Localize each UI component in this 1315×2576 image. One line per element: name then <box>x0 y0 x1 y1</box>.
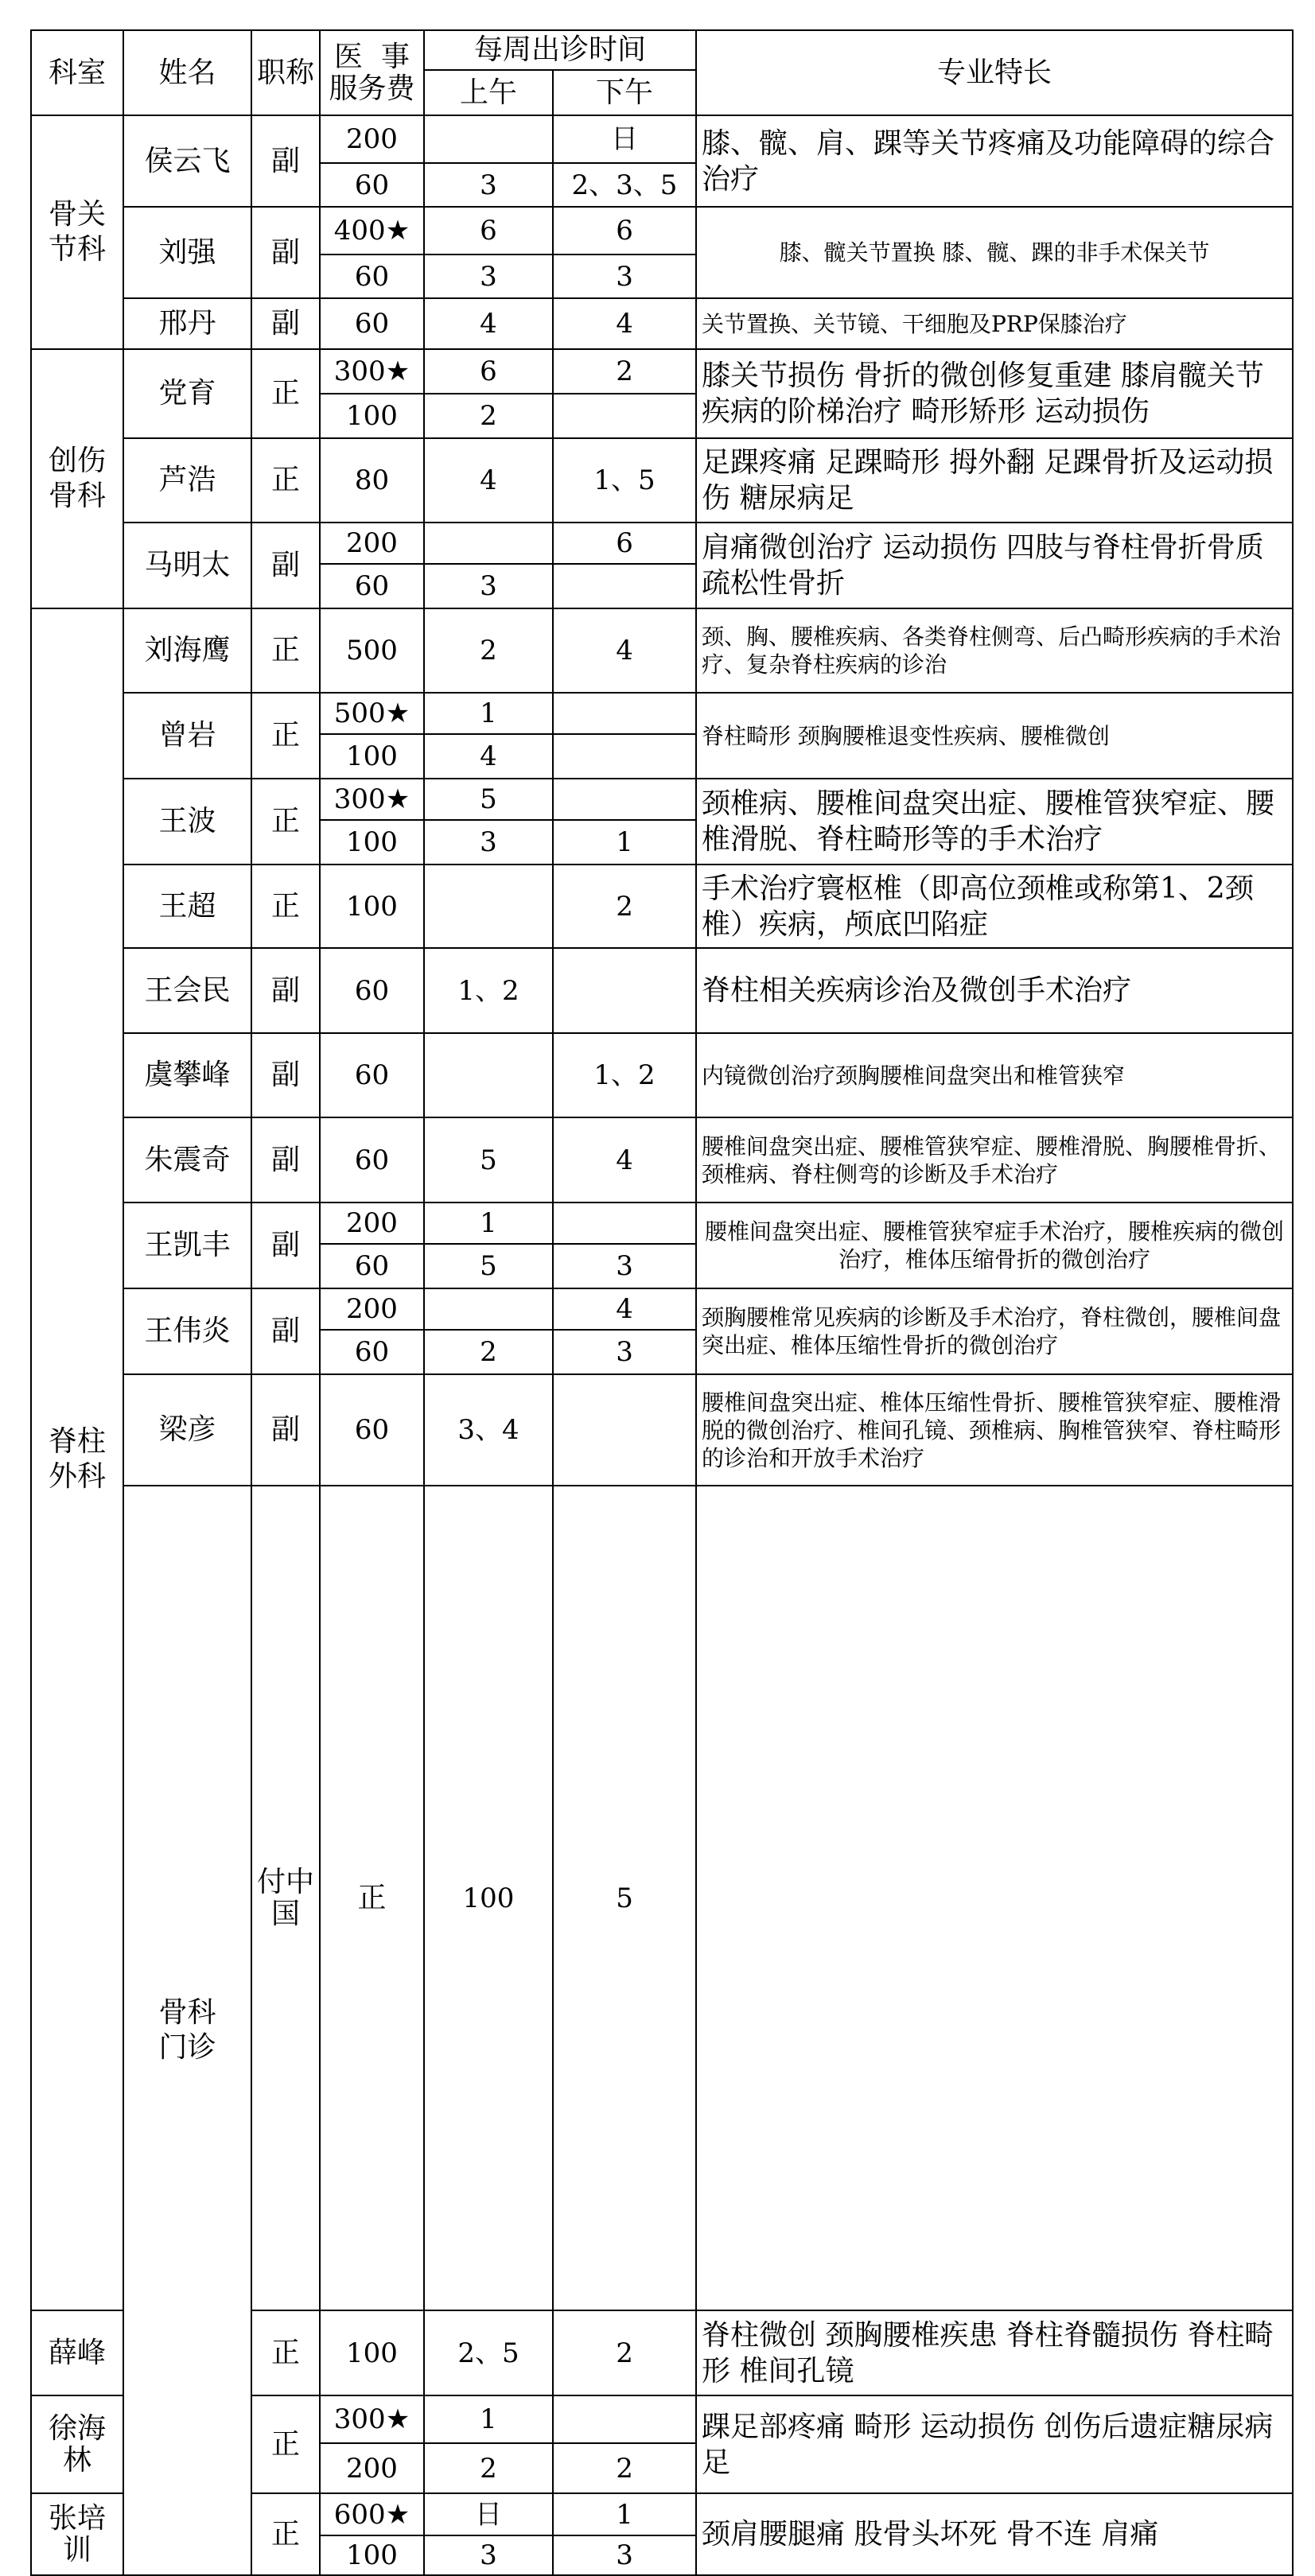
am-cell: 1、2 <box>424 948 553 1033</box>
pm-cell: 4 <box>553 298 696 349</box>
am-cell: 5 <box>553 1486 696 2310</box>
doctor-title: 副 <box>251 115 320 207</box>
pm-cell <box>553 1203 696 1244</box>
specialty-cell: 手术治疗寰枢椎（即高位颈椎或称第1、2颈椎）疾病，颅底凹陷症 <box>696 864 1293 948</box>
doctor-name: 芦浩 <box>123 438 251 523</box>
pm-cell: 1、5 <box>553 438 696 523</box>
doctor-title: 正 <box>320 1486 424 2310</box>
doctor-name: 党育 <box>123 349 251 438</box>
fee-cell: 60 <box>320 1244 424 1288</box>
specialty-cell: 腰椎间盘突出症、椎体压缩性骨折、腰椎管狭窄症、腰椎滑脱的微创治疗、椎间孔镜、颈椎病、胸椎管狭窄、脊柱畸形的诊治和开放手术治疗 <box>696 1374 1293 1486</box>
pm-cell: 2 <box>553 2310 696 2395</box>
doctor-title: 副 <box>251 1374 320 1486</box>
specialty-cell: 膝关节损伤 骨折的微创修复重建 膝肩髋关节疾病的阶梯治疗 畸形矫形 运动损伤 <box>696 349 1293 438</box>
doctor-name: 王超 <box>123 864 251 948</box>
header-pm: 下午 <box>553 70 696 115</box>
doctor-name: 朱震奇 <box>123 1117 251 1203</box>
specialty-cell: 膝、髋、肩、踝等关节疼痛及功能障碍的综合治疗 <box>696 115 1293 207</box>
doctor-title: 副 <box>251 523 320 608</box>
am-cell <box>424 1033 553 1117</box>
dept-cell: 脊柱 外科 <box>31 608 123 2310</box>
pm-cell <box>553 394 696 438</box>
header-fee-line1: 医 事 <box>334 40 410 73</box>
doctor-title: 副 <box>251 1117 320 1203</box>
am-cell: 4 <box>424 298 553 349</box>
am-cell: 2 <box>424 608 553 693</box>
dept-cell: 创伤 骨科 <box>31 349 123 608</box>
am-cell: 1 <box>424 2395 553 2443</box>
specialty-cell: 足踝疼痛 足踝畸形 拇外翻 足踝骨折及运动损伤 糖尿病足 <box>696 438 1293 523</box>
am-cell: 3、4 <box>424 1374 553 1486</box>
doctor-title: 副 <box>251 298 320 349</box>
am-cell: 3 <box>424 254 553 298</box>
doctor-title: 副 <box>251 1033 320 1117</box>
pm-cell <box>553 2395 696 2443</box>
fee-cell: 80 <box>320 438 424 523</box>
am-cell <box>424 115 553 163</box>
fee-cell: 200 <box>320 115 424 163</box>
fee-cell: 100 <box>320 734 424 779</box>
fee-cell: 100 <box>424 1486 553 2310</box>
header-weekly: 每周出诊时间 <box>424 30 696 70</box>
dept-cell: 骨关 节科 <box>31 115 123 349</box>
pm-cell: 4 <box>553 1288 696 1330</box>
header-name: 姓名 <box>123 30 251 115</box>
doctor-name: 王凯丰 <box>123 1203 251 1288</box>
header-am: 上午 <box>424 70 553 115</box>
am-cell: 3 <box>424 564 553 608</box>
am-cell: 1 <box>424 693 553 734</box>
fee-cell: 60 <box>320 298 424 349</box>
pm-cell: 1、2 <box>553 1033 696 1117</box>
pm-cell: 3 <box>553 1330 696 1374</box>
am-cell: 日 <box>424 2493 553 2535</box>
fee-cell: 60 <box>320 254 424 298</box>
doctor-title: 正 <box>251 864 320 948</box>
doctor-title: 副 <box>251 948 320 1033</box>
doctor-name: 张培训 <box>31 2493 123 2575</box>
fee-cell: 200 <box>320 1203 424 1244</box>
am-cell: 6 <box>424 349 553 394</box>
specialty-cell: 关节置换、关节镜、干细胞及PRP保膝治疗 <box>696 298 1293 349</box>
doctor-title: 副 <box>251 1288 320 1374</box>
header-fee-line2: 服务费 <box>329 72 415 105</box>
am-cell: 4 <box>424 734 553 779</box>
specialty-cell: 膝、髋关节置换 膝、髋、踝的非手术保关节 <box>696 207 1293 298</box>
fee-cell: 100 <box>320 2535 424 2575</box>
fee-cell: 300★ <box>320 779 424 820</box>
pm-cell: 2、3、5 <box>553 163 696 207</box>
am-cell: 3 <box>424 163 553 207</box>
doctor-title: 正 <box>251 438 320 523</box>
doctor-name: 虞攀峰 <box>123 1033 251 1117</box>
doctor-name: 刘强 <box>123 207 251 298</box>
am-cell <box>424 523 553 564</box>
header-specialty: 专业特长 <box>696 30 1293 115</box>
am-cell: 2 <box>424 394 553 438</box>
fee-cell: 60 <box>320 948 424 1033</box>
am-cell: 2 <box>424 2443 553 2493</box>
am-cell: 5 <box>424 1244 553 1288</box>
doctor-name: 梁彦 <box>123 1374 251 1486</box>
pm-cell: 3 <box>553 254 696 298</box>
doctor-name: 马明太 <box>123 523 251 608</box>
fee-cell: 400★ <box>320 207 424 254</box>
specialty-cell: 踝足部疼痛 畸形 运动损伤 创伤后遗症糖尿病足 <box>696 2395 1293 2493</box>
am-cell: 4 <box>424 438 553 523</box>
pm-cell: 2 <box>553 2443 696 2493</box>
fee-cell: 100 <box>320 820 424 864</box>
clinic-schedule-table <box>30 29 1294 2576</box>
fee-cell: 60 <box>320 564 424 608</box>
fee-cell: 100 <box>320 394 424 438</box>
doctor-name: 刘海鹰 <box>123 608 251 693</box>
am-cell: 3 <box>424 820 553 864</box>
fee-cell: 200 <box>320 1288 424 1330</box>
specialty-cell: 脊柱相关疾病诊治及微创手术治疗 <box>696 948 1293 1033</box>
pm-cell: 1 <box>553 2493 696 2535</box>
pm-cell: 日 <box>553 115 696 163</box>
doctor-title: 副 <box>251 1203 320 1288</box>
fee-cell: 500 <box>320 608 424 693</box>
fee-cell: 60 <box>320 1117 424 1203</box>
fee-cell: 60 <box>320 1330 424 1374</box>
pm-cell: 6 <box>553 207 696 254</box>
am-cell: 2 <box>424 1330 553 1374</box>
pm-cell: 3 <box>553 1244 696 1288</box>
doctor-name: 邢丹 <box>123 298 251 349</box>
fee-cell: 60 <box>320 1374 424 1486</box>
am-cell <box>424 1288 553 1330</box>
header-title: 职称 <box>251 30 320 115</box>
pm-cell: 1 <box>553 820 696 864</box>
doctor-name: 曾岩 <box>123 693 251 779</box>
pm-cell: 4 <box>553 1117 696 1203</box>
doctor-title: 副 <box>251 207 320 298</box>
header-dept: 科室 <box>31 30 123 115</box>
pm-cell: 3 <box>553 2535 696 2575</box>
pm-cell <box>553 734 696 779</box>
am-cell: 1 <box>424 1203 553 1244</box>
doctor-title: 正 <box>251 2310 320 2395</box>
specialty-cell: 肩痛微创治疗 运动损伤 四肢与脊柱骨折骨质疏松性骨折 <box>696 523 1293 608</box>
doctor-name: 王伟炎 <box>123 1288 251 1374</box>
specialty-cell: 脊柱畸形 颈胸腰椎退变性疾病、腰椎微创 <box>696 693 1293 779</box>
fee-cell: 300★ <box>320 2395 424 2443</box>
specialty-cell: 腰椎间盘突出症、腰椎管狭窄症手术治疗，腰椎疾病的微创治疗，椎体压缩骨折的微创治疗 <box>696 1203 1293 1288</box>
doctor-title: 正 <box>251 693 320 779</box>
specialty-cell: 颈肩腰腿痛 股骨头坏死 骨不连 肩痛 <box>696 2493 1293 2575</box>
doctor-title: 正 <box>251 349 320 438</box>
doctor-name: 付中国 <box>251 1486 320 2310</box>
pm-cell <box>553 948 696 1033</box>
fee-cell: 200 <box>320 523 424 564</box>
fee-cell: 60 <box>320 163 424 207</box>
fee-cell: 600★ <box>320 2493 424 2535</box>
am-cell: 5 <box>424 779 553 820</box>
fee-cell: 200 <box>320 2443 424 2493</box>
fee-cell: 300★ <box>320 349 424 394</box>
fee-cell: 500★ <box>320 693 424 734</box>
doctor-name: 侯云飞 <box>123 115 251 207</box>
pm-cell: 2 <box>553 349 696 394</box>
doctor-title: 正 <box>251 2395 320 2493</box>
specialty-cell: 颈椎病、腰椎间盘突出症、腰椎管狭窄症、腰椎滑脱、脊柱畸形等的手术治疗 <box>696 779 1293 864</box>
doctor-name: 徐海林 <box>31 2395 123 2493</box>
specialty-cell: 颈、胸、腰椎疾病、各类脊柱侧弯、后凸畸形疾病的手术治疗、复杂脊柱疾病的诊治 <box>696 608 1293 693</box>
am-cell: 5 <box>424 1117 553 1203</box>
doctor-name: 薛峰 <box>31 2310 123 2395</box>
dept-cell: 骨科 门诊 <box>123 1486 251 2575</box>
doctor-title: 正 <box>251 779 320 864</box>
pm-cell <box>696 1486 1293 2310</box>
specialty-cell: 颈胸腰椎常见疾病的诊断及手术治疗，脊柱微创，腰椎间盘突出症、椎体压缩性骨折的微创治疗 <box>696 1288 1293 1374</box>
specialty-cell: 内镜微创治疗颈胸腰椎间盘突出和椎管狭窄 <box>696 1033 1293 1117</box>
pm-cell <box>553 693 696 734</box>
am-cell <box>424 864 553 948</box>
pm-cell <box>553 779 696 820</box>
specialty-cell: 脊柱微创 颈胸腰椎疾患 脊柱脊髓损伤 脊柱畸形 椎间孔镜 <box>696 2310 1293 2395</box>
fee-cell: 60 <box>320 1033 424 1117</box>
doctor-title: 正 <box>251 608 320 693</box>
header-fee <box>320 30 424 115</box>
pm-cell <box>553 1374 696 1486</box>
am-cell: 6 <box>424 207 553 254</box>
pm-cell: 4 <box>553 608 696 693</box>
pm-cell: 6 <box>553 523 696 564</box>
am-cell: 2、5 <box>424 2310 553 2395</box>
specialty-cell: 腰椎间盘突出症、腰椎管狭窄症、腰椎滑脱、胸腰椎骨折、颈椎病、脊柱侧弯的诊断及手术治疗 <box>696 1117 1293 1203</box>
doctor-name: 王会民 <box>123 948 251 1033</box>
doctor-name: 王波 <box>123 779 251 864</box>
am-cell: 3 <box>424 2535 553 2575</box>
pm-cell <box>553 564 696 608</box>
fee-cell: 100 <box>320 864 424 948</box>
doctor-title: 正 <box>251 2493 320 2575</box>
pm-cell: 2 <box>553 864 696 948</box>
fee-cell: 100 <box>320 2310 424 2395</box>
